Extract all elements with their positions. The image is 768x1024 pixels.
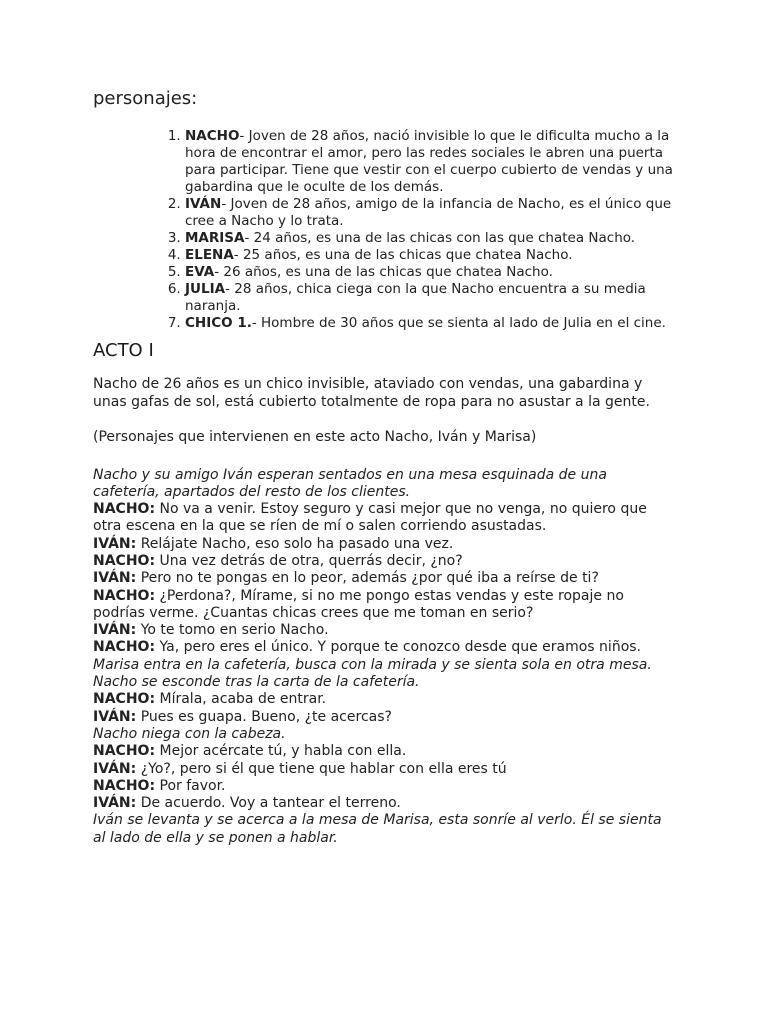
dialogue-line <box>93 761 673 778</box>
stage-direction: Nacho niega con la cabeza. <box>93 725 286 742</box>
dialogue-line <box>93 778 673 795</box>
dialogue-text: Pero no te pongas en lo peor, además ¿por qué iba a reírse de ti? <box>136 570 599 587</box>
dialogue-line <box>93 795 673 812</box>
dialogue-text: De acuerdo. Voy a tantear el terreno. <box>136 795 401 812</box>
list-item <box>185 315 673 332</box>
stage-direction: Nacho y su amigo Iván esperan sentados en una mesa esquinada de una cafetería, apartados del resto de los clientes. <box>93 466 607 500</box>
character-desc: - 25 años, es una de las chicas que chatea Nacho. <box>233 247 573 263</box>
dialogue-line <box>93 588 673 623</box>
character-name: JULIA <box>185 281 226 297</box>
speaker: NACHO: <box>93 639 156 656</box>
dialogue-line <box>93 622 673 639</box>
character-desc: - Hombre de 30 años que se sienta al lado de Julia en el cine. <box>251 315 666 331</box>
dialogue-line <box>93 570 673 587</box>
participants-note: (Personajes que intervienen en este acto Nacho, Iván y Marisa) <box>93 429 537 445</box>
act-title: ACTO I <box>93 340 154 361</box>
character-desc: - Joven de 28 años, amigo de la infancia de Nacho, es el único que cree a Nacho y lo trata. <box>185 196 672 229</box>
speaker: NACHO: <box>93 691 156 708</box>
dialogue-line <box>93 501 673 536</box>
dialogue-text: Relájate Nacho, eso solo ha pasado una vez. <box>136 535 454 552</box>
speaker: IVÁN: <box>93 760 137 777</box>
character-name: IVÁN <box>185 196 222 212</box>
character-desc: - 28 años, chica ciega con la que Nacho encuentra a su media naranja. <box>185 281 646 314</box>
dialogue-line <box>93 743 673 760</box>
list-item <box>185 230 673 247</box>
speaker: NACHO: <box>93 587 156 604</box>
character-desc: - 24 años, es una de las chicas con las que chatea Nacho. <box>244 230 636 246</box>
list-item <box>185 196 673 230</box>
speaker: IVÁN: <box>93 535 137 552</box>
character-name: ELENA <box>185 247 234 263</box>
dialogue-text: Mírala, acaba de entrar. <box>155 691 327 708</box>
dialogue-text: No va a venir. Estoy seguro y casi mejor que no venga, no quiero que otra escena en la que se ríen de mí o salen corriendo asustadas. <box>93 501 647 535</box>
character-name: EVA <box>185 264 215 280</box>
speaker: NACHO: <box>93 552 156 569</box>
characters-heading: personajes: <box>93 88 198 109</box>
speaker: IVÁN: <box>93 570 137 587</box>
character-name: CHICO 1. <box>185 315 252 331</box>
stage-direction: Iván se levanta y se acerca a la mesa de Marisa, esta sonríe al verlo. Él se sienta al lado de ella y se ponen a hablar. <box>93 812 662 846</box>
dialogue-line <box>93 553 673 570</box>
document-page <box>93 86 673 847</box>
intro-paragraph: Nacho de 26 años es un chico invisible, ataviado con vendas, una gabardina y unas gafas de sol, está cubierto totalmente de ropa para no asustar a la gente. <box>93 376 650 410</box>
list-item <box>185 264 673 281</box>
dialogue-text: Ya, pero eres el único. Y porque te conozco desde que eramos niños. <box>155 639 641 656</box>
character-desc: - 26 años, es una de las chicas que chatea Nacho. <box>214 264 553 280</box>
dialogue-line <box>93 709 673 726</box>
list-item <box>185 128 673 196</box>
character-desc: - Joven de 28 años, nació invisible lo que le dificulta mucho a la hora de encontrar el amor, pero las redes sociales le abren una puerta para participar. Tiene que vestir con el cuerpo cubierto de vendas y una gabardina que le oculte de los demás. <box>185 128 673 195</box>
speaker: NACHO: <box>93 501 156 518</box>
dialogue-text: Una vez detrás de otra, querrás decir, ¿no? <box>155 552 463 569</box>
stage-direction: Marisa entra en la cafetería, busca con la mirada y se sienta sola en otra mesa. Nacho se esconde tras la carta de la cafetería. <box>93 656 652 691</box>
speaker: IVÁN: <box>93 708 137 725</box>
dialogue-text: Mejor acércate tú, y habla con ella. <box>155 743 407 760</box>
speaker: IVÁN: <box>93 622 137 639</box>
dialogue-line <box>93 639 673 656</box>
dialogue-line <box>93 536 673 553</box>
dialogue-text: Yo te tomo en serio Nacho. <box>136 622 329 639</box>
list-item <box>185 247 673 264</box>
character-name: MARISA <box>185 230 245 246</box>
speaker: IVÁN: <box>93 795 137 812</box>
dialogue-text: ¿Yo?, pero si él que tiene que hablar con ella eres tú <box>136 760 507 777</box>
script-body <box>93 467 673 848</box>
list-item <box>185 281 673 315</box>
character-name: NACHO <box>185 128 240 144</box>
dialogue-line <box>93 691 673 708</box>
speaker: NACHO: <box>93 743 156 760</box>
dialogue-text: Pues es guapa. Bueno, ¿te acercas? <box>136 708 392 725</box>
dialogue-text: ¿Perdona?, Mírame, si no me pongo estas vendas y este ropaje no podrías verme. ¿Cuantas chicas crees que me toman en serio? <box>93 587 624 621</box>
character-list <box>93 128 673 332</box>
speaker: NACHO: <box>93 777 156 794</box>
dialogue-text: Por favor. <box>155 777 226 794</box>
